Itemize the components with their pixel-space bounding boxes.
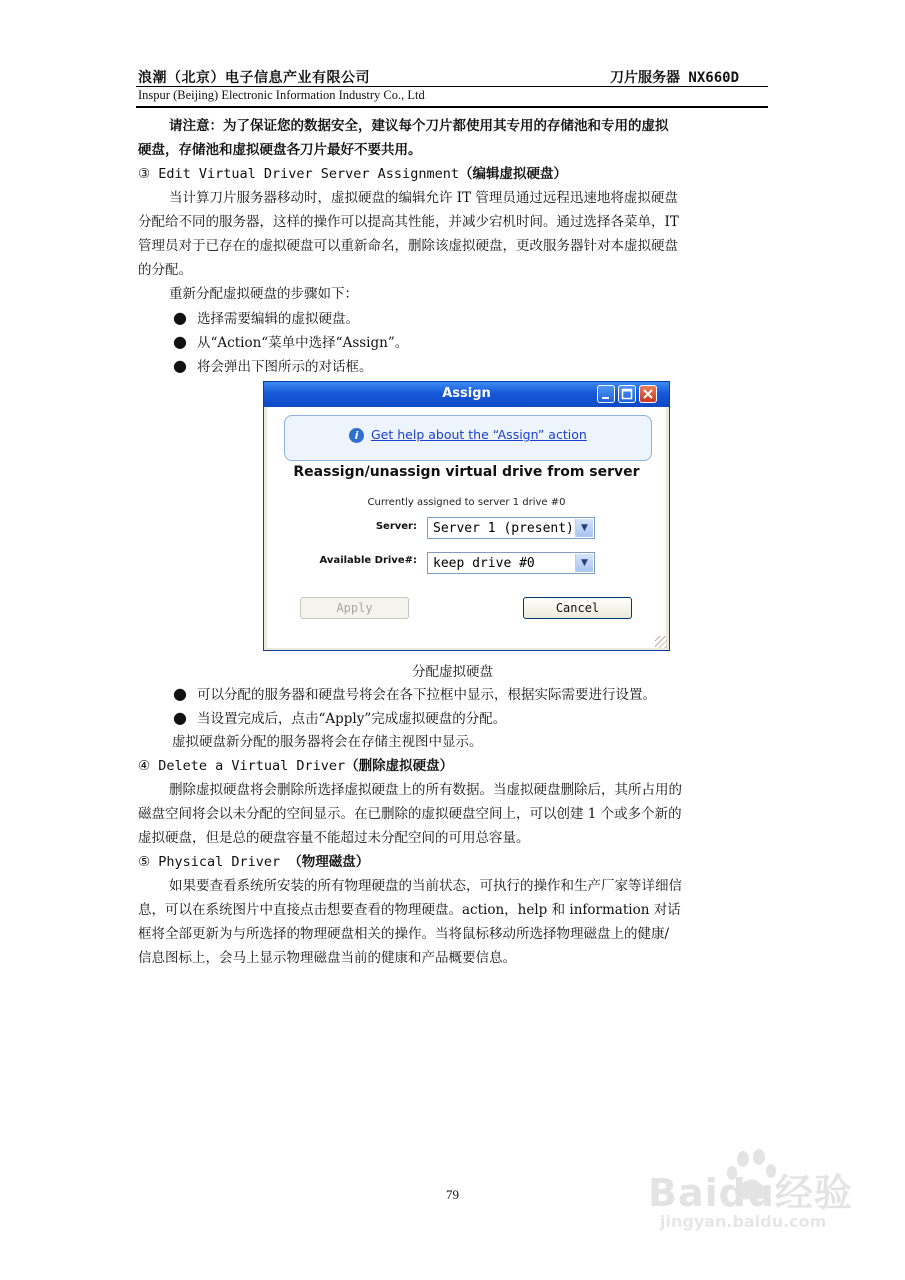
- help-link[interactable]: Get help about the “Assign” action: [371, 427, 587, 442]
- section5-para-line: 如果要查看系统所安装的所有物理硬盘的当前状态，可执行的操作和生产厂家等详细信: [169, 878, 682, 894]
- bullet-icon: ●: [173, 708, 187, 727]
- maximize-icon[interactable]: [618, 385, 636, 403]
- section5-para-line: 信息图标上，会马上显示物理磁盘当前的健康和产品概要信息。: [138, 950, 516, 966]
- header-company: 浪潮（北京）电子信息产业有限公司: [138, 70, 370, 86]
- help-panel: [284, 415, 652, 461]
- header-company-english: Inspur (Beijing) Electronic Information Industry Co., Ltd: [138, 88, 425, 102]
- section3-para-line: 分配给不同的服务器，这样的操作可以提高其性能，并减少宕机时间。通过选择各菜单，IT: [138, 214, 679, 230]
- chevron-down-icon[interactable]: ▼: [575, 519, 593, 537]
- after-note: 虚拟硬盘新分配的服务器将会在存储主视图中显示。: [172, 734, 483, 750]
- section5-para-line: 息，可以在系统图片中直接点击想要查看的物理硬盘。action，help 和 information 对话: [138, 902, 681, 918]
- list-item: ● 将会弹出下图所示的对话框。: [173, 354, 373, 379]
- section4-para-line: 虚拟硬盘，但是总的硬盘容量不能超过未分配空间的可用总容量。: [138, 830, 530, 846]
- drive-label: Available Drive#:: [319, 555, 417, 566]
- section3-title: [138, 162, 567, 186]
- section5-title-cn: （物理磁盘）: [288, 854, 370, 870]
- notice-line-2: 硬盘，存储池和虚拟硬盘各刀片最好不要共用。: [138, 142, 422, 158]
- section4-para-line: 磁盘空间将会以未分配的空间显示。在已删除的虚拟硬盘空间上，可以创建 1 个或多个新的: [138, 806, 682, 822]
- section4-title-en: ④ Delete a Virtual Driver: [138, 758, 346, 774]
- list-item: ● 从“Action“菜单中选择“Assign”。: [173, 330, 408, 355]
- section5-title-en: ⑤ Physical Driver: [138, 854, 289, 870]
- watermark-url: jingyan.baidu.com: [660, 1212, 827, 1231]
- server-select-value: Server 1 (present): [433, 521, 574, 536]
- bullet-icon: ●: [173, 308, 187, 327]
- assign-dialog: [263, 381, 670, 651]
- minimize-icon[interactable]: [597, 385, 615, 403]
- section3-para-line: 的分配。: [138, 262, 192, 278]
- resize-grip-icon[interactable]: [655, 636, 667, 648]
- drive-select[interactable]: [427, 552, 595, 574]
- section3-para-line: 当计算刀片服务器移动时，虚拟硬盘的编辑允许 IT 管理员通过远程迅速地将虚拟硬盘: [169, 190, 678, 206]
- dialog-title: Assign: [442, 386, 491, 401]
- figure-caption: 分配虚拟硬盘: [412, 664, 493, 680]
- info-icon: i: [349, 428, 364, 443]
- cancel-button[interactable]: Cancel: [523, 597, 632, 619]
- dialog-heading: Reassign/unassign virtual drive from server: [293, 464, 640, 480]
- section4-para-line: 删除虚拟硬盘将会删除所选择虚拟硬盘上的所有数据。当虚拟硬盘删除后，其所占用的: [169, 782, 682, 798]
- section4-title-cn: （删除虚拟硬盘）: [345, 758, 454, 774]
- page-number: 79: [446, 1187, 459, 1202]
- section5-para-line: 框将全部更新为与所选择的物理硬盘相关的操作。当将鼠标移动所选择物理磁盘上的健康/: [138, 926, 670, 942]
- list-item: ● 可以分配的服务器和硬盘号将会在各下拉框中显示，根据实际需要进行设置。: [173, 682, 656, 707]
- bullet-icon: ●: [173, 684, 187, 703]
- notice-line-1: 请注意：为了保证您的数据安全，建议每个刀片都使用其专用的存储池和专用的虚拟: [169, 118, 669, 134]
- section4-title: [138, 754, 453, 778]
- section3-title-en: ③ Edit Virtual Driver Server Assignment: [138, 166, 459, 182]
- section3-steps-intro: 重新分配虚拟硬盘的步骤如下：: [169, 286, 358, 302]
- header-divider-thick: [136, 106, 768, 108]
- apply-button[interactable]: Apply: [300, 597, 409, 619]
- current-assignment: Currently assigned to server 1 drive #0: [367, 497, 566, 508]
- list-item: ● 选择需要编辑的虚拟硬盘。: [173, 306, 359, 331]
- chevron-down-icon[interactable]: ▼: [575, 554, 593, 572]
- bullet-icon: ●: [173, 332, 187, 351]
- header-product: 刀片服务器 NX660D: [610, 70, 740, 86]
- header-divider: [136, 86, 768, 87]
- server-select[interactable]: [427, 517, 595, 539]
- close-icon[interactable]: [639, 385, 657, 403]
- section3-title-cn: （编辑虚拟硬盘）: [458, 166, 567, 182]
- watermark-brand: Baidu经验: [648, 1171, 853, 1215]
- dialog-titlebar[interactable]: [264, 382, 669, 407]
- section3-para-line: 管理员对于已存在的虚拟硬盘可以重新命名，删除该虚拟硬盘，更改服务器针对本虚拟硬盘: [138, 238, 678, 254]
- bullet-icon: ●: [173, 356, 187, 375]
- drive-select-value: keep drive #0: [433, 556, 535, 571]
- list-item: ● 当设置完成后，点击“Apply”完成虚拟硬盘的分配。: [173, 706, 506, 731]
- section5-title: [138, 850, 369, 874]
- server-label: Server:: [375, 521, 417, 532]
- dialog-body: [267, 407, 666, 648]
